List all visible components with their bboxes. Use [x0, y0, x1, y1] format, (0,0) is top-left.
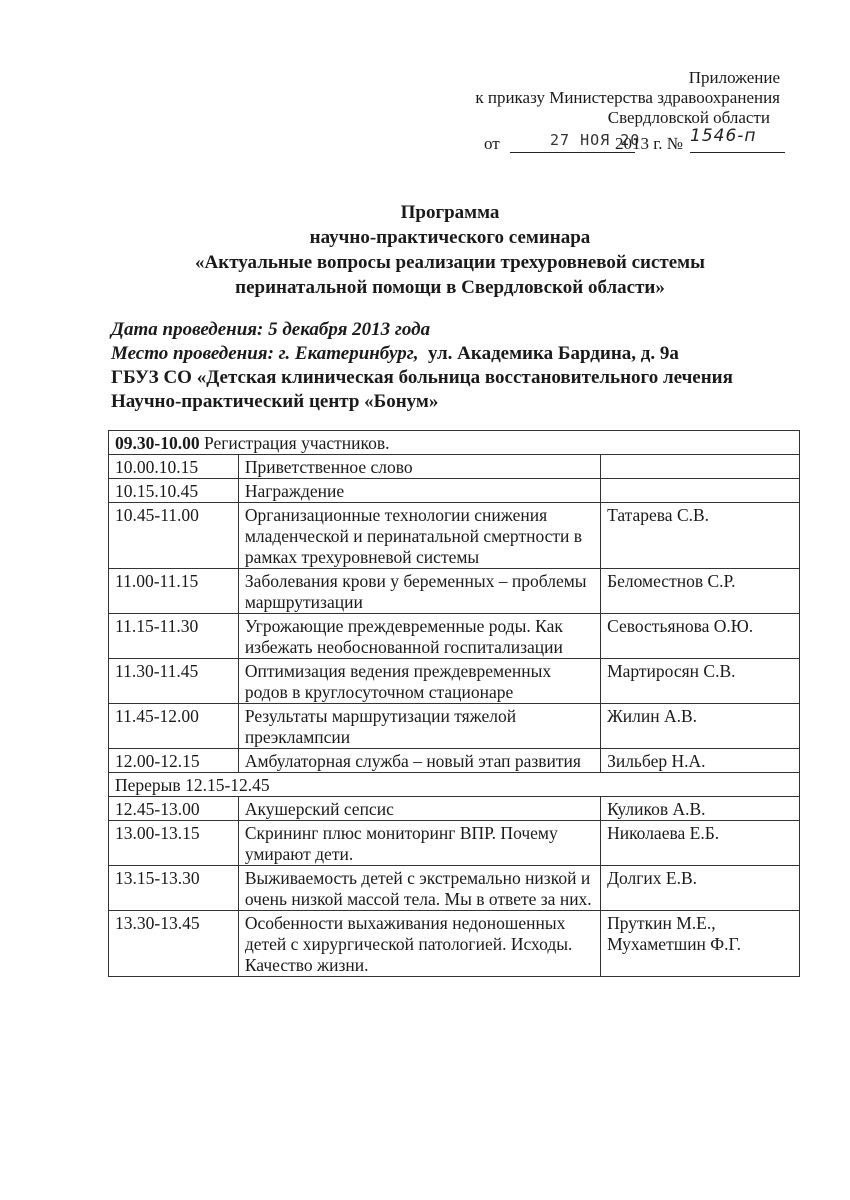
table-row: [109, 911, 800, 977]
session-time: 13.15-13.30: [109, 866, 239, 911]
number-underline: [690, 152, 785, 153]
session-speaker: Севостьянова О.Ю.: [601, 614, 800, 659]
year-number-label: 2013 г. №: [615, 134, 684, 153]
session-time: 10.15.10.45: [109, 479, 239, 503]
appendix-order-ref: к приказу Министерства здравоохранения: [475, 88, 780, 107]
table-row: [109, 821, 800, 866]
session-topic: Выживаемость детей с экстремально низкой и очень низкой массой тела. Мы в ответе за них.: [238, 866, 600, 911]
table-row: [109, 797, 800, 821]
from-label: от: [484, 134, 500, 153]
table-row: [109, 749, 800, 773]
session-topic: Скрининг плюс мониторинг ВПР. Почему умирают дети.: [238, 821, 600, 866]
appendix-header: [440, 68, 780, 154]
place-address: ул. Академика Бардина, д. 9а: [428, 343, 679, 364]
title-line: перинатальной помощи в Свердловской области»: [235, 277, 665, 298]
stamped-date: 27 НОЯ 20: [550, 131, 641, 149]
session-time: 11.15-11.30: [109, 614, 239, 659]
session-time: 13.00-13.15: [109, 821, 239, 866]
table-row: [109, 455, 800, 479]
session-speaker: Татарева С.В.: [601, 503, 800, 569]
event-place: [111, 342, 679, 366]
session-topic: Организационные технологии снижения младенческой и перинатальной смертности в рамках трехуровневой системы: [238, 503, 600, 569]
program-table: [108, 430, 800, 977]
registration-time: 09.30-10.00: [115, 433, 200, 453]
session-speaker: Куликов А.В.: [601, 797, 800, 821]
session-time: 10.00.10.15: [109, 455, 239, 479]
session-speaker: [601, 455, 800, 479]
table-row: [109, 479, 800, 503]
table-row: [109, 866, 800, 911]
session-speaker: Мартиросян С.В.: [601, 659, 800, 704]
appendix-region: Свердловской области: [607, 108, 770, 127]
registration-row: [109, 431, 800, 455]
organization: [111, 366, 781, 414]
appendix-title: Приложение: [688, 68, 780, 87]
registration-label: Регистрация участников.: [203, 433, 390, 453]
session-speaker: Долгих Е.В.: [601, 866, 800, 911]
place-label: Место проведения: г. Екатеринбург,: [111, 343, 419, 364]
table-row: [109, 614, 800, 659]
title-line: «Актуальные вопросы реализации трехуровневой системы: [195, 252, 705, 273]
break-label: Перерыв 12.15-12.45: [109, 773, 800, 797]
session-time: 12.45-13.00: [109, 797, 239, 821]
organization-line: Научно-практический центр «Бонум»: [111, 391, 439, 412]
session-topic: Амбулаторная служба – новый этап развития: [238, 749, 600, 773]
session-time: 10.45-11.00: [109, 503, 239, 569]
session-time: 12.00-12.15: [109, 749, 239, 773]
appendix-date-number-line: [440, 126, 780, 154]
session-topic: Оптимизация ведения преждевременных родов в круглосуточном стационаре: [238, 659, 600, 704]
session-speaker: Пруткин М.Е., Мухаметшин Ф.Г.: [601, 911, 800, 977]
session-time: 11.00-11.15: [109, 569, 239, 614]
session-speaker: Жилин А.В.: [601, 704, 800, 749]
session-time: 11.45-12.00: [109, 704, 239, 749]
session-speaker: [601, 479, 800, 503]
session-topic: Заболевания крови у беременных – проблемы маршрутизации: [238, 569, 600, 614]
table-row: [109, 503, 800, 569]
title-line: научно-практического семинара: [309, 227, 591, 248]
title-line: Программа: [400, 202, 500, 223]
session-topic: Приветственное слово: [238, 455, 600, 479]
table-row: [109, 569, 800, 614]
session-topic: Награждение: [238, 479, 600, 503]
event-date: Дата проведения: 5 декабря 2013 года: [111, 319, 431, 340]
session-speaker: Беломестнов С.Р.: [601, 569, 800, 614]
table-row: [109, 704, 800, 749]
event-meta: [111, 318, 679, 366]
break-row: [109, 773, 800, 797]
session-topic: Угрожающие преждевременные роды. Как избежать необоснованной госпитализации: [238, 614, 600, 659]
session-topic: Акушерский сепсис: [238, 797, 600, 821]
organization-line: ГБУЗ СО «Детская клиническая больница восстановительного лечения: [111, 367, 733, 388]
handwritten-order-number: 1546-п: [690, 126, 757, 146]
session-topic: Результаты маршрутизации тяжелой преэклампсии: [238, 704, 600, 749]
session-time: 13.30-13.45: [109, 911, 239, 977]
session-topic: Особенности выхаживания недоношенных детей с хирургической патологией. Исходы. Качество жизни.: [238, 911, 600, 977]
document-title: [80, 200, 820, 300]
session-time: 11.30-11.45: [109, 659, 239, 704]
session-speaker: Зильбер Н.А.: [601, 749, 800, 773]
session-speaker: Николаева Е.Б.: [601, 821, 800, 866]
table-row: [109, 659, 800, 704]
